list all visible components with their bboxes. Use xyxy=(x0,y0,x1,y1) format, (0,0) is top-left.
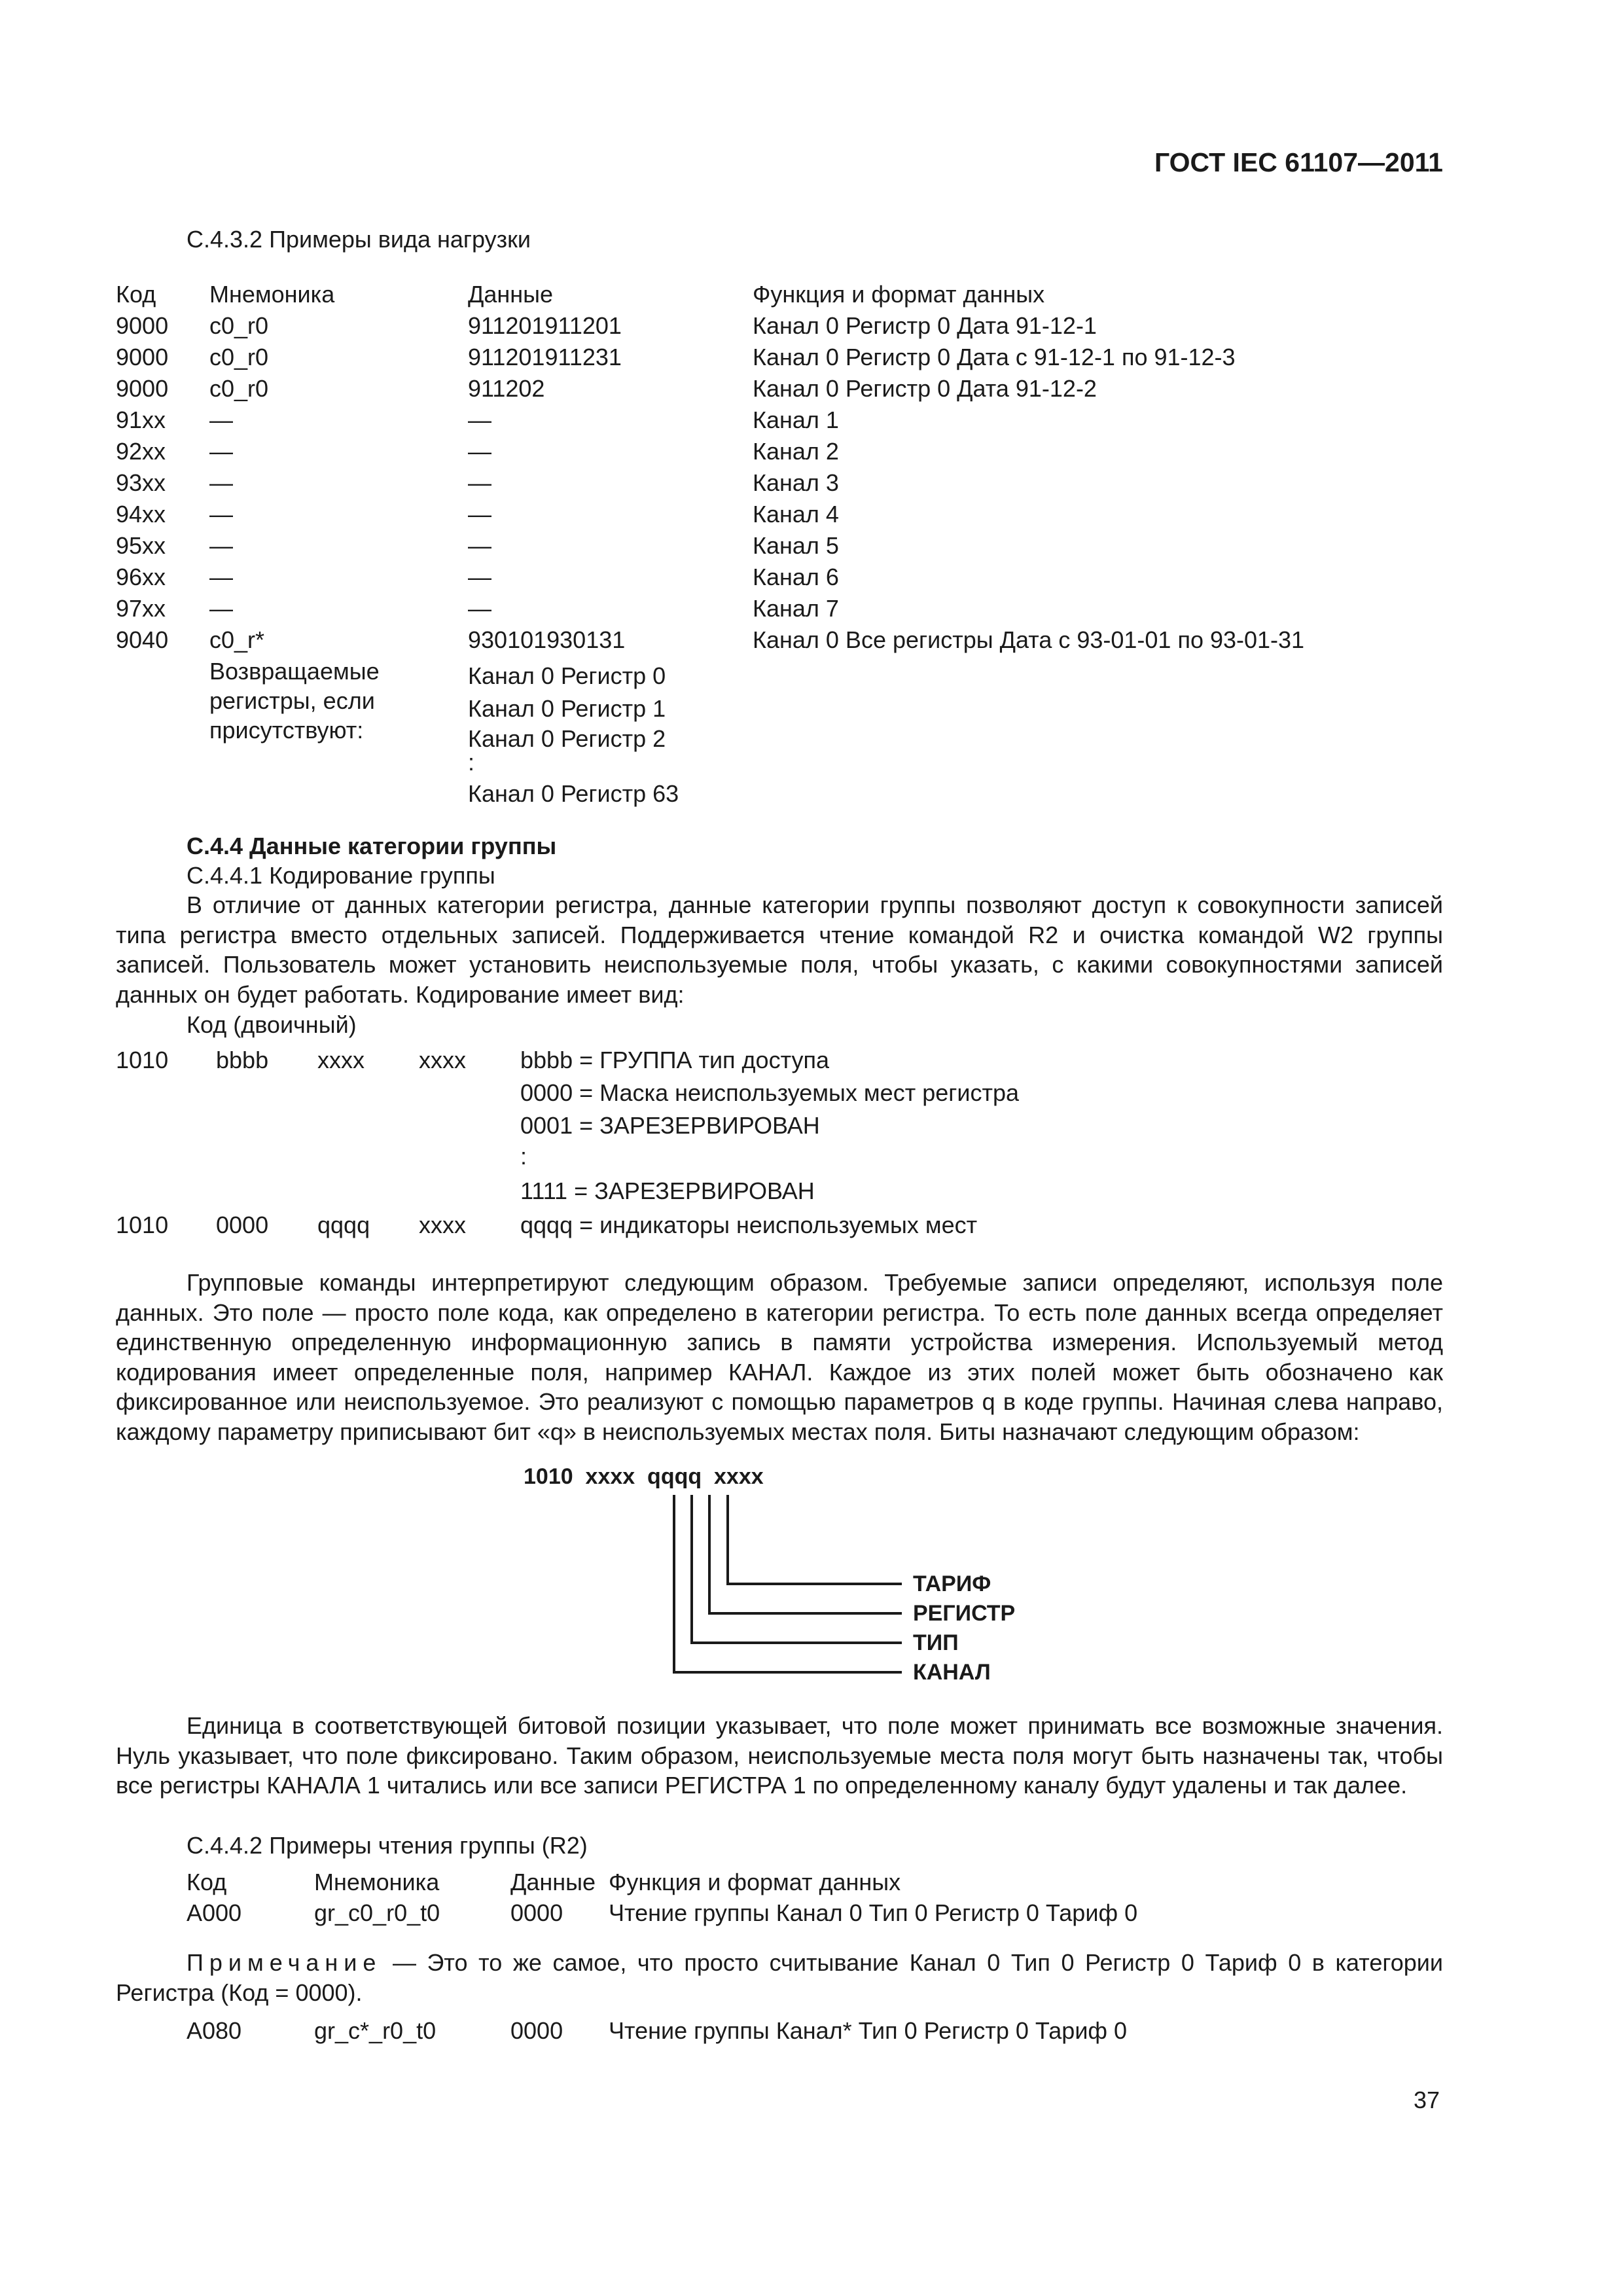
table-cell: 9000 xyxy=(116,375,169,402)
table-cell: Канал 0 Регистр 0 Дата 91-12-1 xyxy=(753,312,1097,339)
page-number: 37 xyxy=(1413,2087,1440,2113)
column-header: Мнемоника xyxy=(314,1869,440,1895)
table-cell: — xyxy=(209,532,233,559)
diagram-code: 1010 xxxx qqqq xxxx xyxy=(524,1464,764,1489)
list-item: Канал 0 Регистр 2 xyxy=(468,725,666,752)
bracket-type xyxy=(692,1495,902,1643)
table-cell: — xyxy=(468,532,491,559)
list-item: Канал 0 Регистр 1 xyxy=(468,695,666,722)
table-cell: c0_r* xyxy=(209,626,265,653)
column-header: Данные xyxy=(510,1869,596,1895)
column-header: Код xyxy=(187,1869,227,1895)
note-line: присутствуют: xyxy=(209,717,364,744)
table-cell: — xyxy=(468,469,491,496)
table-cell: Канал 0 Регистр 0 Дата 91-12-2 xyxy=(753,375,1097,402)
column-header: Функция и формат данных xyxy=(609,1869,901,1895)
column-header: Мнемоника xyxy=(209,281,335,308)
table-cell: Канал 1 xyxy=(753,406,839,433)
table-cell: gr_c0_r0_t0 xyxy=(314,1899,440,1926)
table-cell: 96xx xyxy=(116,564,166,590)
table-cell: Канал 7 xyxy=(753,595,839,622)
table-cell: 9040 xyxy=(116,626,169,653)
table-cell: — xyxy=(209,501,233,528)
table-cell: 911202 xyxy=(468,375,545,402)
table-cell: bbbb = ГРУППА тип доступа xyxy=(520,1047,829,1073)
table-cell: xxxx xyxy=(419,1211,466,1238)
table-cell: 1111 = ЗАРЕЗЕРВИРОВАН xyxy=(520,1177,815,1204)
table-cell: Чтение группы Канал* Тип 0 Регистр 0 Тариф 0 xyxy=(609,2017,1128,2044)
table-cell: Канал 4 xyxy=(753,501,839,528)
table-cell: : xyxy=(520,1143,527,1170)
table-cell: — xyxy=(209,469,233,496)
table-cell: 92xx xyxy=(116,438,166,465)
subsection-heading-c442: С.4.4.2 Примеры чтения группы (R2) xyxy=(187,1832,588,1859)
diagram-label-register: РЕГИСТР xyxy=(913,1601,1016,1626)
bracket-tariff xyxy=(728,1495,902,1584)
table-cell: Чтение группы Канал 0 Тип 0 Регистр 0 Тариф 0 xyxy=(609,1899,1138,1926)
table-cell: 0000 = Маска неиспользуемых мест регистра xyxy=(520,1079,1020,1106)
table-cell: 911201911231 xyxy=(468,344,622,370)
column-header: Данные xyxy=(468,281,554,308)
paragraph-group-category: В отличие от данных категории регистра, данные категории группы позволяют доступ к совокупности записей типа регистра вместо отдельных записей. Поддерживается чтение командой R2 и очистка командой W2 группы записей. Пользователь может установить неиспользуемые поля, чтобы указать, с какими совокупностями записей данных он будет работать. Кодирование имеет вид: xyxy=(116,891,1443,1008)
list-item: Канал 0 Регистр 0 xyxy=(468,662,666,689)
table-cell: Канал 6 xyxy=(753,564,839,590)
table-cell: 930101930131 xyxy=(468,626,626,653)
list-item: : xyxy=(468,749,475,776)
table-cell: 0000 xyxy=(216,1211,269,1238)
table-cell: 1010 xyxy=(116,1211,169,1238)
table-cell: 9000 xyxy=(116,312,169,339)
table-cell: xxxx xyxy=(317,1047,365,1073)
table-cell: 0000 xyxy=(510,1899,563,1926)
paragraph-bit-meaning: Единица в соответствующей битовой позиции указывает, что поле может принимать все возможные значения. Нуль указывает, что поле фиксировано. Таким образом, неиспользуемые места поля могут быть назначены так, чтобы все регистры КАНАЛА 1 читались или все записи РЕГИСТРА 1 по определенному каналу будут удалены и так далее. xyxy=(116,1712,1443,1799)
table-cell: 91xx xyxy=(116,406,166,433)
table-cell: — xyxy=(468,564,491,590)
table-cell: qqqq xyxy=(317,1211,370,1238)
diagram-label-tariff: ТАРИФ xyxy=(913,1571,991,1596)
table-cell: 0001 = ЗАРЕЗЕРВИРОВАН xyxy=(520,1112,820,1139)
column-header: Код xyxy=(116,281,156,308)
table-cell: Канал 0 Регистр 0 Дата с 91-12-1 по 91-12-3 xyxy=(753,344,1236,370)
column-header: Функция и формат данных xyxy=(753,281,1045,308)
table-cell: — xyxy=(209,595,233,622)
table-cell: c0_r0 xyxy=(209,344,269,370)
table-cell: — xyxy=(468,438,491,465)
table-cell: A080 xyxy=(187,2017,242,2044)
note-paragraph xyxy=(116,1948,1443,2007)
table-cell: A000 xyxy=(187,1899,242,1926)
document-header: ГОСТ IEC 61107—2011 xyxy=(1154,147,1443,177)
table-cell: Канал 0 Все регистры Дата с 93-01-01 по 93-01-31 xyxy=(753,626,1305,653)
table-cell: — xyxy=(468,595,491,622)
list-item: Канал 0 Регистр 63 xyxy=(468,780,679,807)
diagram-label-channel: КАНАЛ xyxy=(913,1660,991,1685)
table-cell: 9000 xyxy=(116,344,169,370)
note-line: регистры, если xyxy=(209,687,375,714)
subsection-heading-c441: С.4.4.1 Кодирование группы xyxy=(187,862,495,889)
table-cell: 97xx xyxy=(116,595,166,622)
paragraph-group-commands: Групповые команды интерпретируют следующим образом. Требуемые записи определяют, используя поле данных. Это поле — просто поле кода, как определено в категории регистра. То есть поле данных всегда определяет единственную определенную информационную запись в памяти устройства измерения. Используемый метод кодирования имеет определенные поля, например КАНАЛ. Каждое из этих полей может быть обозначено как фиксированное или неиспользуемое. Это реализуют с помощью параметров q в коде группы. Начиная слева направо, каждому параметру приписывают бит «q» в неиспользуемых местах поля. Биты назначают следующим образом: xyxy=(116,1269,1443,1445)
table-cell: qqqq = индикаторы неиспользуемых мест xyxy=(520,1211,978,1238)
table-cell: c0_r0 xyxy=(209,312,269,339)
table-cell: Канал 2 xyxy=(753,438,839,465)
table-cell: bbbb xyxy=(216,1047,269,1073)
note-text: — Это то же самое, что просто считывание Канал 0 Тип 0 Регистр 0 Тариф 0 в категории Регистра (Код = 0000). xyxy=(116,1949,1443,2006)
table-cell: gr_c*_r0_t0 xyxy=(314,2017,437,2044)
table-cell: — xyxy=(468,406,491,433)
table-cell: xxxx xyxy=(419,1047,466,1073)
table-cell: 0000 xyxy=(510,2017,563,2044)
table-cell: 93xx xyxy=(116,469,166,496)
table-cell: Канал 3 xyxy=(753,469,839,496)
bracket-register xyxy=(709,1495,902,1613)
table-cell: 95xx xyxy=(116,532,166,559)
table-cell: — xyxy=(468,501,491,528)
table-cell: — xyxy=(209,564,233,590)
table-cell: c0_r0 xyxy=(209,375,269,402)
code-binary-label: Код (двоичный) xyxy=(187,1011,357,1038)
table-cell: — xyxy=(209,438,233,465)
table-cell: 94xx xyxy=(116,501,166,528)
table-cell: — xyxy=(209,406,233,433)
section-heading-c432: С.4.3.2 Примеры вида нагрузки xyxy=(187,226,531,253)
note-label: Примечание xyxy=(187,1949,382,1976)
table-cell: 1010 xyxy=(116,1047,169,1073)
table-cell: 911201911201 xyxy=(468,312,622,339)
diagram-label-type: ТИП xyxy=(913,1630,959,1655)
note-line: Возвращаемые xyxy=(209,658,380,685)
table-cell: Канал 5 xyxy=(753,532,839,559)
section-heading-c44: С.4.4 Данные категории группы xyxy=(187,833,557,859)
